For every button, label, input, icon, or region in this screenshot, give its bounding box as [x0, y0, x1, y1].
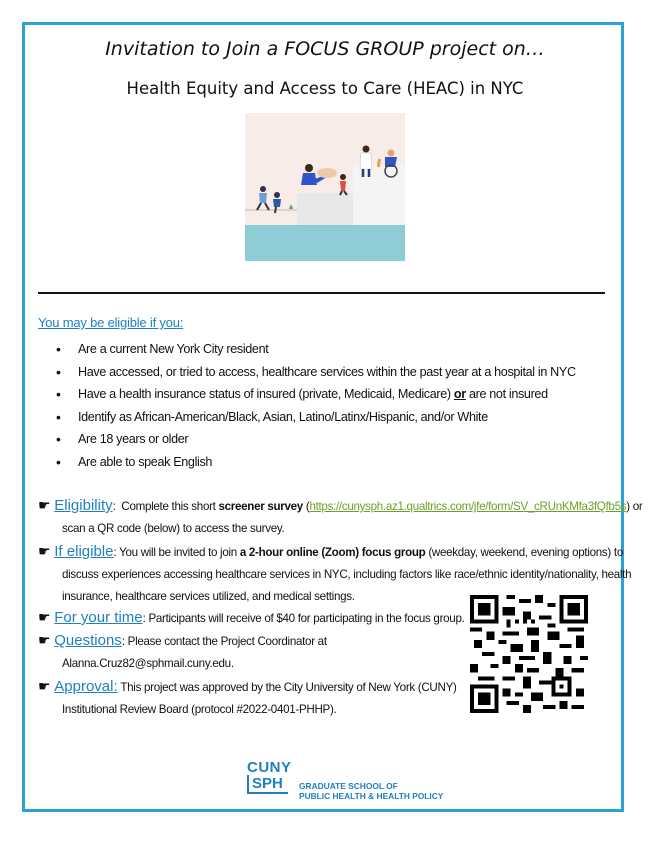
compensation-section: ☛ For your time: Participants will receive of $40 for participating in the focus group. [38, 609, 465, 626]
eligibility-section: ☛ Eligibility: Complete this short screener survey (https://cunysph.az1.qualtrics.com/jfe/form/SV_cRUnKMfa3fQfb5s) or scan a QR code (below) to access the survey. [38, 497, 643, 535]
approval-section: ☛ Approval: This project was approved by the City University of New York (CUNY) Institutional Review Board (protocol #2022-0401-PHHP). [38, 678, 457, 716]
list-item: • Have a health insurance status of insured (private, Medicaid, Medicare) or are not insured [54, 383, 576, 406]
pointing-hand-icon: ☛ [38, 632, 51, 648]
section-label: Questions [54, 632, 122, 649]
questions-section: ☛ Questions: Please contact the Project Coordinator at Alanna.Cruz82@sphmail.cuny.edu. [38, 629, 327, 675]
list-item: • Identify as African-American/Black, Asian, Latino/Latinx/Hispanic, and/or White [54, 406, 576, 429]
section-label: Eligibility [54, 497, 113, 514]
divider [38, 292, 605, 294]
eligibility-heading: You may be eligible if you: [38, 315, 184, 330]
qr-code[interactable] [470, 595, 588, 713]
survey-link[interactable]: https://cunysph.az1.qualtrics.com/jfe/form/SV_cRUnKMfa3fQfb5s [309, 500, 627, 513]
page-title: Invitation to Join a FOCUS GROUP project on… [105, 38, 545, 60]
pointing-hand-icon: ☛ [38, 497, 51, 513]
page-subtitle: Health Equity and Access to Care (HEAC) in NYC [126, 79, 524, 98]
section-label: For your time [54, 609, 143, 626]
if-eligible-section: ☛ If eligible: You will be invited to join a 2-hour online (Zoom) focus group (weekday, weekend, evening options) to discuss experiences accessing healthcare services in NYC, including factors like race/ethnic identity/nationality, health insurance, healthcare services utilized, and medical settings. [38, 543, 632, 603]
list-item: • Have accessed, or tried to access, healthcare services within the past year at a hospital in NYC [54, 361, 576, 384]
list-item: • Are a current New York City resident [54, 338, 576, 361]
contact-email[interactable]: Alanna.Cruz82@sphmail.cuny.edu. [62, 657, 234, 670]
list-item: • Are 18 years or older [54, 428, 576, 451]
section-label: If eligible [54, 543, 114, 560]
section-label: Approval: [54, 678, 118, 695]
criteria-list [54, 338, 576, 474]
pointing-hand-icon: ☛ [38, 609, 51, 625]
cuny-sph-logo: CUNY SPH GRADUATE SCHOOL OF PUBLIC HEALTH & HEALTH POLICY [247, 759, 444, 801]
list-item: • Are able to speak English [54, 451, 576, 474]
pointing-hand-icon: ☛ [38, 678, 51, 694]
pointing-hand-icon: ☛ [38, 543, 51, 559]
healthcare-illustration [245, 113, 405, 261]
